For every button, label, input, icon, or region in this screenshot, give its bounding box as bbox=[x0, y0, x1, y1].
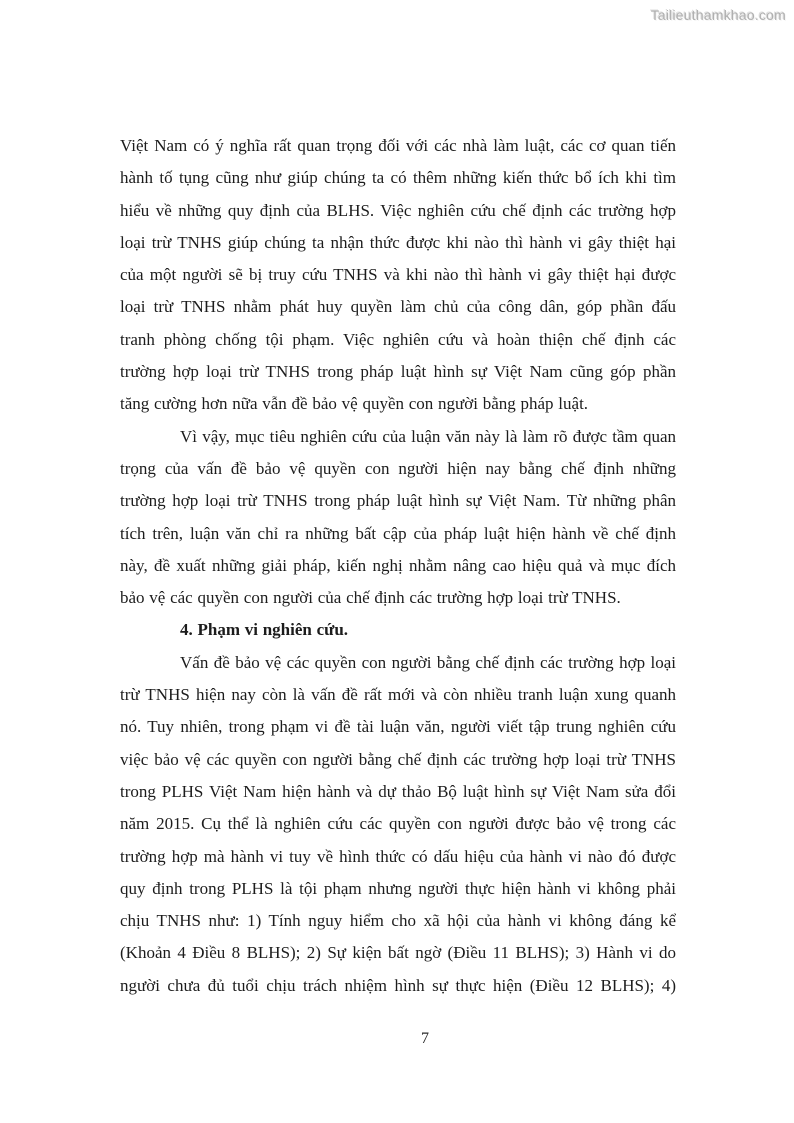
text-line: nó. Tuy nhiên, trong phạm vi đề tài luận văn, người viết tập trung nghiên cứu bbox=[120, 717, 676, 737]
document-body bbox=[120, 130, 676, 1002]
text-line: tranh phòng chống tội phạm. Việc nghiên cứu và hoàn thiện chế định các bbox=[120, 329, 676, 349]
text-line: Vấn đề bảo vệ các quyền con người bằng chế định các trường hợp loại bbox=[180, 652, 676, 672]
text-line: tích trên, luận văn chỉ ra những bất cập của pháp luật hiện hành về chế định bbox=[120, 523, 676, 543]
watermark: Tailieuthamkhao.com bbox=[650, 7, 786, 23]
text-line: bảo vệ các quyền con người của chế định các trường hợp loại trừ TNHS. bbox=[120, 588, 621, 608]
text-line: Vì vậy, mục tiêu nghiên cứu của luận văn này là làm rõ được tầm quan bbox=[180, 426, 676, 446]
text-line: người chưa đủ tuổi chịu trách nhiệm hình sự thực hiện (Điều 12 BLHS); 4) bbox=[120, 975, 676, 995]
text-line: năm 2015. Cụ thể là nghiên cứu các quyền con người được bảo vệ trong các bbox=[120, 814, 676, 834]
text-line: quy định trong PLHS là tội phạm nhưng người thực hiện hành vi không phải bbox=[120, 878, 676, 898]
text-line: trường hợp loại trừ TNHS trong pháp luật hình sự Việt Nam. Từ những phân bbox=[120, 491, 676, 511]
section-heading: 4. Phạm vi nghiên cứu. bbox=[180, 620, 349, 640]
text-line: loại trừ TNHS giúp chúng ta nhận thức được khi nào thì hành vi gây thiệt hại bbox=[120, 232, 676, 252]
text-line: của một người sẽ bị truy cứu TNHS và khi nào thì hành vi gây thiệt hại được bbox=[120, 265, 676, 285]
text-line: loại trừ TNHS nhằm phát huy quyền làm chủ của công dân, góp phần đấu bbox=[120, 297, 676, 317]
text-line: trường hợp loại trừ TNHS trong pháp luật hình sự Việt Nam cũng góp phần bbox=[120, 362, 676, 382]
page-number: 7 bbox=[421, 1030, 429, 1047]
text-line: trong PLHS Việt Nam hiện hành và dự thảo Bộ luật hình sự Việt Nam sửa đổi bbox=[120, 781, 676, 801]
text-line: hành tố tụng cũng như giúp chúng ta có thêm những kiến thức bổ ích khi tìm bbox=[120, 168, 676, 188]
text-line: hiểu về những quy định của BLHS. Việc nghiên cứu chế định các trường hợp bbox=[120, 200, 676, 220]
text-line: trường hợp mà hành vi tuy về hình thức có dấu hiệu của hành vi nào đó được bbox=[120, 846, 676, 866]
text-line: trọng của vấn đề bảo vệ quyền con người hiện nay bằng chế định những bbox=[120, 458, 676, 478]
text-line: này, đề xuất những giải pháp, kiến nghị nhằm nâng cao hiệu quả và mục đích bbox=[120, 555, 676, 575]
text-line: việc bảo vệ các quyền con người bằng chế định các trường hợp loại trừ TNHS bbox=[120, 749, 676, 769]
text-line: tăng cường hơn nữa vẫn đề bảo vệ quyền con người bằng pháp luật. bbox=[120, 394, 589, 414]
text-line: (Khoản 4 Điều 8 BLHS); 2) Sự kiện bất ngờ (Điều 11 BLHS); 3) Hành vi do bbox=[120, 943, 676, 963]
text-line: Việt Nam có ý nghĩa rất quan trọng đối với các nhà làm luật, các cơ quan tiến bbox=[120, 136, 676, 155]
text-line: chịu TNHS như: 1) Tính nguy hiểm cho xã hội của hành vi không đáng kể bbox=[120, 911, 676, 931]
text-line: trừ TNHS hiện nay còn là vấn đề rất mới và còn nhiều tranh luận xung quanh bbox=[120, 685, 676, 705]
